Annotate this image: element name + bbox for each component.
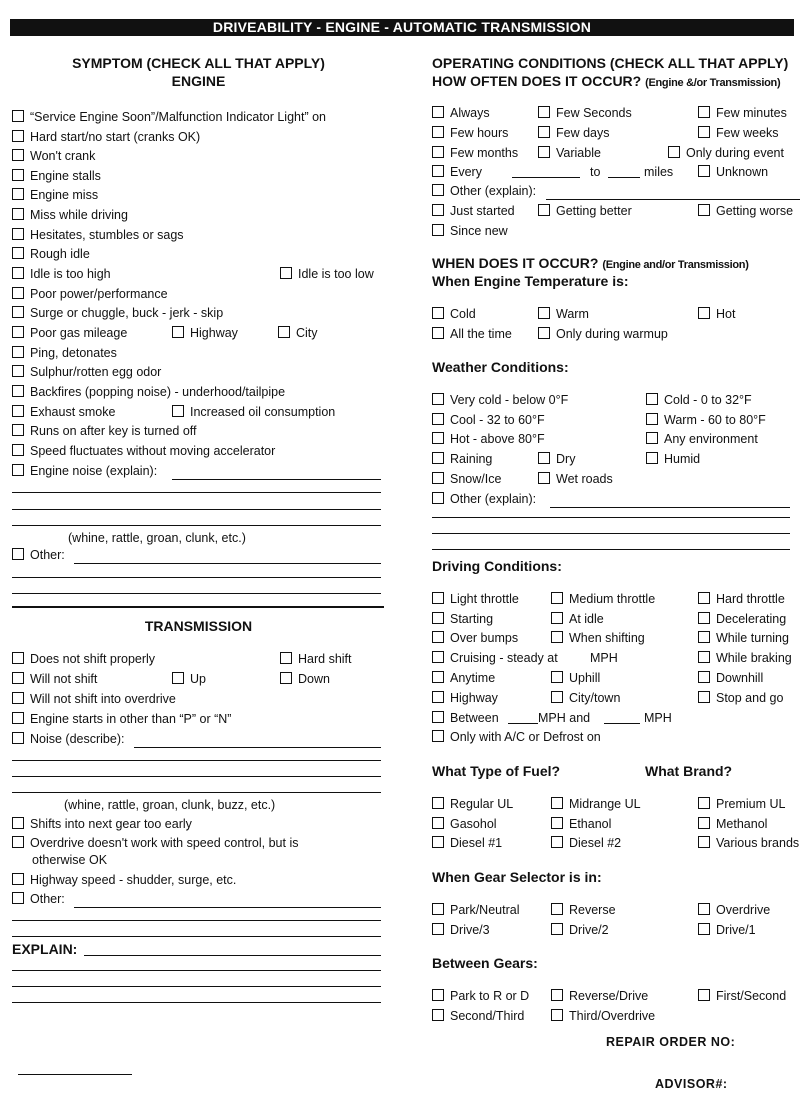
checkbox[interactable] (432, 106, 444, 118)
option-label: Every (450, 165, 482, 179)
checkbox[interactable] (12, 548, 24, 560)
transmission-heading: TRANSMISSION (144, 618, 253, 634)
how-often-heading (432, 72, 780, 92)
option-label: Few months (450, 146, 519, 160)
checkbox[interactable] (698, 307, 710, 319)
checkbox[interactable] (12, 817, 24, 829)
checkbox[interactable] (432, 817, 444, 829)
option-label: Drive/1 (716, 923, 756, 937)
how-often-sub: (Engine &/or Transmission) (645, 77, 781, 89)
checkbox[interactable] (432, 327, 444, 339)
option-label: Third/Overdrive (569, 1009, 656, 1023)
option-label: Hot - above 80°F (450, 432, 545, 446)
option-label: Ethanol (569, 817, 612, 831)
option-label: Overdrive (716, 903, 771, 917)
option-label: Methanol (716, 817, 768, 831)
checkbox[interactable] (278, 326, 290, 338)
checkbox[interactable] (432, 989, 444, 1001)
option-label: Won't crank (30, 149, 96, 163)
between-gears-heading: Between Gears: (432, 955, 538, 971)
option-label: Since new (450, 224, 508, 238)
option-label: Shifts into next gear too early (30, 817, 192, 831)
option-label: City/town (569, 691, 621, 705)
option-label: Drive/3 (450, 923, 490, 937)
write-in-line[interactable] (12, 986, 381, 987)
option-label: Hot (716, 307, 736, 321)
option-label: Cold (450, 307, 476, 321)
option-label: Park/Neutral (450, 903, 520, 917)
option-label: MPH and (538, 711, 591, 725)
checkbox[interactable] (172, 672, 184, 684)
option-label: Few days (556, 126, 610, 140)
option-label: Starting (450, 612, 494, 626)
checkbox[interactable] (698, 631, 710, 643)
option-label: Will not shift into overdrive (30, 692, 176, 706)
write-in-line[interactable] (432, 549, 790, 550)
checkbox[interactable] (551, 631, 563, 643)
option-label: Anytime (450, 671, 496, 685)
trans-other-field[interactable] (74, 890, 381, 908)
option-label: Cold - 0 to 32°F (664, 393, 752, 407)
option-label: Other (explain): (450, 184, 537, 198)
checkbox[interactable] (538, 126, 550, 138)
option-label: Runs on after key is turned off (30, 424, 197, 438)
engine-heading: ENGINE (171, 73, 226, 89)
write-in-line[interactable] (12, 525, 381, 526)
checkbox[interactable] (432, 492, 444, 504)
write-in-line[interactable] (12, 492, 381, 493)
checkbox[interactable] (646, 413, 658, 425)
checkbox[interactable] (646, 432, 658, 444)
option-label: Poor power/performance (30, 287, 168, 301)
option-label: Downhill (716, 671, 764, 685)
checkbox[interactable] (12, 287, 24, 299)
weather-other-field[interactable] (550, 490, 790, 508)
checkbox[interactable] (432, 432, 444, 444)
option-label: Cool - 32 to 60°F (450, 413, 545, 427)
checkbox[interactable] (432, 651, 444, 663)
write-in-line[interactable] (432, 533, 790, 534)
option-label: City (296, 326, 318, 340)
checkbox[interactable] (12, 110, 24, 122)
checkbox[interactable] (551, 1009, 563, 1021)
option-label: Warm - 60 to 80°F (664, 413, 766, 427)
option-label: Few minutes (716, 106, 787, 120)
option-label: Engine stalls (30, 169, 101, 183)
checkbox[interactable] (432, 592, 444, 604)
operating-heading: OPERATING CONDITIONS (CHECK ALL THAT APPLY) (432, 55, 789, 71)
checkbox[interactable] (12, 228, 24, 240)
checkbox[interactable] (432, 184, 444, 196)
option-label: Diesel #1 (450, 836, 503, 850)
option-label: Sulphur/rotten egg odor (30, 365, 162, 379)
option-label: Idle is too high (30, 267, 111, 281)
brand-heading: What Brand? (645, 763, 733, 779)
option-label: Few hours (450, 126, 509, 140)
checkbox[interactable] (12, 130, 24, 142)
option-label: Snow/Ice (450, 472, 502, 486)
checkbox[interactable] (551, 691, 563, 703)
checkbox[interactable] (432, 307, 444, 319)
option-label: MPH (590, 651, 618, 665)
checkbox[interactable] (698, 836, 710, 848)
checkbox[interactable] (12, 692, 24, 704)
explain-label: EXPLAIN: (12, 941, 78, 957)
option-label: “Service Engine Soon”/Malfunction Indicator Light” on (30, 110, 326, 124)
option-label: Noise (describe): (30, 732, 125, 746)
option-label: Few Seconds (556, 106, 632, 120)
option-label: Speed fluctuates without moving accelerator (30, 444, 276, 458)
option-label: Just started (450, 204, 515, 218)
option-label: Overdrive doesn't work with speed control, but is (30, 836, 299, 850)
checkbox[interactable] (12, 267, 24, 279)
option-label: Between (450, 711, 499, 725)
checkbox[interactable] (432, 691, 444, 703)
explain-field[interactable] (84, 938, 381, 956)
option-label: MPH (644, 711, 672, 725)
gear-heading: When Gear Selector is in: (432, 869, 602, 885)
option-label: Warm (556, 307, 589, 321)
write-in-line[interactable] (12, 970, 381, 971)
checkbox[interactable] (12, 732, 24, 744)
option-label: Engine miss (30, 188, 99, 202)
option-label: Backfires (popping noise) - underhood/tailpipe (30, 385, 286, 399)
checkbox[interactable] (12, 405, 24, 417)
option-label: Exhaust smoke (30, 405, 116, 419)
option-label: Light throttle (450, 592, 519, 606)
option-label: Only with A/C or Defrost on (450, 730, 601, 744)
option-label: Engine starts in other than “P” or “N” (30, 712, 232, 726)
option-label: Dry (556, 452, 576, 466)
option-label: At idle (569, 612, 604, 626)
checkbox[interactable] (538, 146, 550, 158)
checkbox[interactable] (432, 923, 444, 935)
checkbox[interactable] (432, 797, 444, 809)
write-in-line[interactable] (12, 776, 381, 777)
option-label: All the time (450, 327, 512, 341)
option-label: Regular UL (450, 797, 514, 811)
checkbox[interactable] (432, 631, 444, 643)
checkbox[interactable] (551, 592, 563, 604)
option-label: Over bumps (450, 631, 519, 645)
option-label: Wet roads (556, 472, 613, 486)
option-label-cont: otherwise OK (32, 853, 108, 867)
checkbox[interactable] (698, 592, 710, 604)
checkbox[interactable] (698, 106, 710, 118)
option-label: Any environment (664, 432, 758, 446)
option-label: Does not shift properly (30, 652, 156, 666)
checkbox[interactable] (698, 671, 710, 683)
checkbox[interactable] (538, 452, 550, 464)
option-label: Getting better (556, 204, 632, 218)
checkbox[interactable] (551, 671, 563, 683)
miles-field[interactable] (608, 166, 640, 178)
option-label: Drive/2 (569, 923, 609, 937)
checkbox[interactable] (172, 405, 184, 417)
checkbox[interactable] (551, 923, 563, 935)
checkbox[interactable] (12, 149, 24, 161)
option-label: Stop and go (716, 691, 784, 705)
when-label: WHEN DOES IT OCCUR? (432, 255, 599, 271)
symptom-heading: SYMPTOM (CHECK ALL THAT APPLY) (72, 55, 325, 71)
option-label: Raining (450, 452, 493, 466)
checkbox[interactable] (432, 612, 444, 624)
checkbox[interactable] (280, 652, 292, 664)
checkbox[interactable] (432, 126, 444, 138)
checkbox[interactable] (432, 452, 444, 464)
section-divider (12, 606, 384, 608)
option-label: Other (explain): (450, 492, 537, 506)
checkbox[interactable] (12, 365, 24, 377)
option-label: Increased oil consumption (190, 405, 336, 419)
checkbox[interactable] (12, 652, 24, 664)
option-label: Diesel #2 (569, 836, 622, 850)
option-label: Hesitates, stumbles or sags (30, 228, 184, 242)
checkbox[interactable] (432, 472, 444, 484)
option-label: Only during event (686, 146, 784, 160)
option-label: When shifting (569, 631, 645, 645)
option-label: Gasohol (450, 817, 497, 831)
checkbox[interactable] (432, 836, 444, 848)
checkbox[interactable] (280, 672, 292, 684)
repair-order-label: REPAIR ORDER NO: (606, 1035, 736, 1049)
engine-noise-hint: (whine, rattle, groan, clunk, etc.) (68, 531, 246, 545)
checkbox[interactable] (280, 267, 292, 279)
checkbox[interactable] (698, 817, 710, 829)
checkbox[interactable] (551, 817, 563, 829)
checkbox[interactable] (698, 923, 710, 935)
write-in-line[interactable] (432, 517, 790, 518)
checkbox[interactable] (172, 326, 184, 338)
when-heading (432, 254, 749, 274)
option-label: Hard start/no start (cranks OK) (30, 130, 201, 144)
checkbox[interactable] (432, 413, 444, 425)
write-in-line[interactable] (12, 1002, 381, 1003)
engine-temp-heading: When Engine Temperature is: (432, 273, 629, 289)
checkbox[interactable] (12, 188, 24, 200)
signature-line[interactable] (18, 1074, 132, 1075)
checkbox[interactable] (12, 208, 24, 220)
speed-high-field[interactable] (604, 712, 640, 724)
option-label: Miss while driving (30, 208, 128, 222)
checkbox[interactable] (12, 892, 24, 904)
checkbox[interactable] (698, 165, 710, 177)
checkbox[interactable] (668, 146, 680, 158)
option-label: Always (450, 106, 490, 120)
checkbox[interactable] (432, 1009, 444, 1021)
checkbox[interactable] (551, 797, 563, 809)
engine-other-field[interactable] (74, 546, 381, 564)
option-label: Ping, detonates (30, 346, 117, 360)
checkbox[interactable] (698, 204, 710, 216)
option-label: Highway (450, 691, 498, 705)
trans-noise-hint: (whine, rattle, groan, clunk, buzz, etc.) (64, 798, 276, 812)
option-label: While braking (716, 651, 792, 665)
option-label: Park to R or D (450, 989, 530, 1003)
option-label: to (590, 165, 601, 179)
checkbox[interactable] (12, 385, 24, 397)
option-label: Second/Third (450, 1009, 525, 1023)
checkbox[interactable] (538, 106, 550, 118)
checkbox[interactable] (538, 327, 550, 339)
write-in-line[interactable] (12, 577, 381, 578)
checkbox[interactable] (698, 651, 710, 663)
checkbox[interactable] (12, 169, 24, 181)
write-in-line[interactable] (12, 920, 381, 921)
write-in-line[interactable] (12, 936, 381, 937)
option-label: Reverse/Drive (569, 989, 649, 1003)
option-label: Getting worse (716, 204, 794, 218)
option-label: Idle is too low (298, 267, 374, 281)
checkbox[interactable] (698, 903, 710, 915)
write-in-line[interactable] (12, 760, 381, 761)
checkbox[interactable] (538, 472, 550, 484)
checkbox[interactable] (551, 903, 563, 915)
checkbox[interactable] (646, 452, 658, 464)
option-label: Other: (30, 548, 65, 562)
option-label: Hard shift (298, 652, 352, 666)
write-in-line[interactable] (12, 509, 381, 510)
checkbox[interactable] (432, 146, 444, 158)
checkbox[interactable] (551, 612, 563, 624)
checkbox[interactable] (12, 424, 24, 436)
option-label: Highway (190, 326, 238, 340)
option-label: First/Second (716, 989, 787, 1003)
option-label: Premium UL (716, 797, 786, 811)
option-label: Medium throttle (569, 592, 656, 606)
weather-heading: Weather Conditions: (432, 359, 569, 375)
checkbox[interactable] (12, 326, 24, 338)
checkbox[interactable] (538, 307, 550, 319)
checkbox[interactable] (646, 393, 658, 405)
option-label: miles (644, 165, 674, 179)
checkbox[interactable] (12, 464, 24, 476)
option-label: Unknown (716, 165, 769, 179)
checkbox[interactable] (538, 204, 550, 216)
option-label: While turning (716, 631, 789, 645)
form-title: DRIVEABILITY - ENGINE - AUTOMATIC TRANSMISSION (10, 19, 794, 36)
frequency-other-field[interactable] (546, 182, 800, 200)
checkbox[interactable] (698, 691, 710, 703)
option-label: Will not shift (30, 672, 98, 686)
checkbox[interactable] (432, 730, 444, 742)
option-label: Reverse (569, 903, 616, 917)
engine-noise-field[interactable] (172, 462, 381, 480)
checkbox[interactable] (432, 903, 444, 915)
checkbox[interactable] (551, 989, 563, 1001)
checkbox[interactable] (12, 712, 24, 724)
option-label: Variable (556, 146, 601, 160)
write-in-line[interactable] (12, 792, 381, 793)
option-label: Poor gas mileage (30, 326, 128, 340)
checkbox[interactable] (432, 204, 444, 216)
checkbox[interactable] (12, 672, 24, 684)
checkbox[interactable] (698, 797, 710, 809)
option-label: Highway speed - shudder, surge, etc. (30, 873, 237, 887)
checkbox[interactable] (12, 873, 24, 885)
option-label: Uphill (569, 671, 601, 685)
checkbox[interactable] (12, 247, 24, 259)
checkbox[interactable] (12, 444, 24, 456)
when-sub: (Engine and/or Transmission) (602, 259, 749, 271)
checkbox[interactable] (432, 393, 444, 405)
option-label: Midrange UL (569, 797, 641, 811)
option-label: Cruising - steady at (450, 651, 558, 665)
driving-heading: Driving Conditions: (432, 558, 562, 574)
option-label: Few weeks (716, 126, 779, 140)
checkbox[interactable] (551, 836, 563, 848)
option-label: Rough idle (30, 247, 90, 261)
checkbox[interactable] (12, 836, 24, 848)
trans-noise-field[interactable] (134, 730, 381, 748)
option-label: Surge or chuggle, buck - jerk - skip (30, 306, 224, 320)
how-often-label: HOW OFTEN DOES IT OCCUR? (432, 73, 642, 89)
every-field[interactable] (512, 166, 580, 178)
checkbox[interactable] (698, 612, 710, 624)
checkbox[interactable] (432, 711, 444, 723)
option-label: Various brands (716, 836, 800, 850)
write-in-line[interactable] (12, 593, 381, 594)
option-label: Only during warmup (556, 327, 668, 341)
advisor-label: ADVISOR#: (655, 1077, 728, 1091)
option-label: Down (298, 672, 330, 686)
checkbox[interactable] (698, 126, 710, 138)
checkbox[interactable] (698, 989, 710, 1001)
checkbox[interactable] (432, 671, 444, 683)
speed-low-field[interactable] (508, 712, 538, 724)
option-label: Very cold - below 0°F (450, 393, 569, 407)
checkbox[interactable] (12, 306, 24, 318)
option-label: Decelerating (716, 612, 787, 626)
option-label: Humid (664, 452, 701, 466)
fuel-heading: What Type of Fuel? (432, 763, 561, 779)
checkbox[interactable] (432, 224, 444, 236)
option-label: Up (190, 672, 206, 686)
checkbox[interactable] (12, 346, 24, 358)
checkbox[interactable] (432, 165, 444, 177)
option-label: Other: (30, 892, 65, 906)
option-label: Engine noise (explain): (30, 464, 158, 478)
option-label: Hard throttle (716, 592, 785, 606)
